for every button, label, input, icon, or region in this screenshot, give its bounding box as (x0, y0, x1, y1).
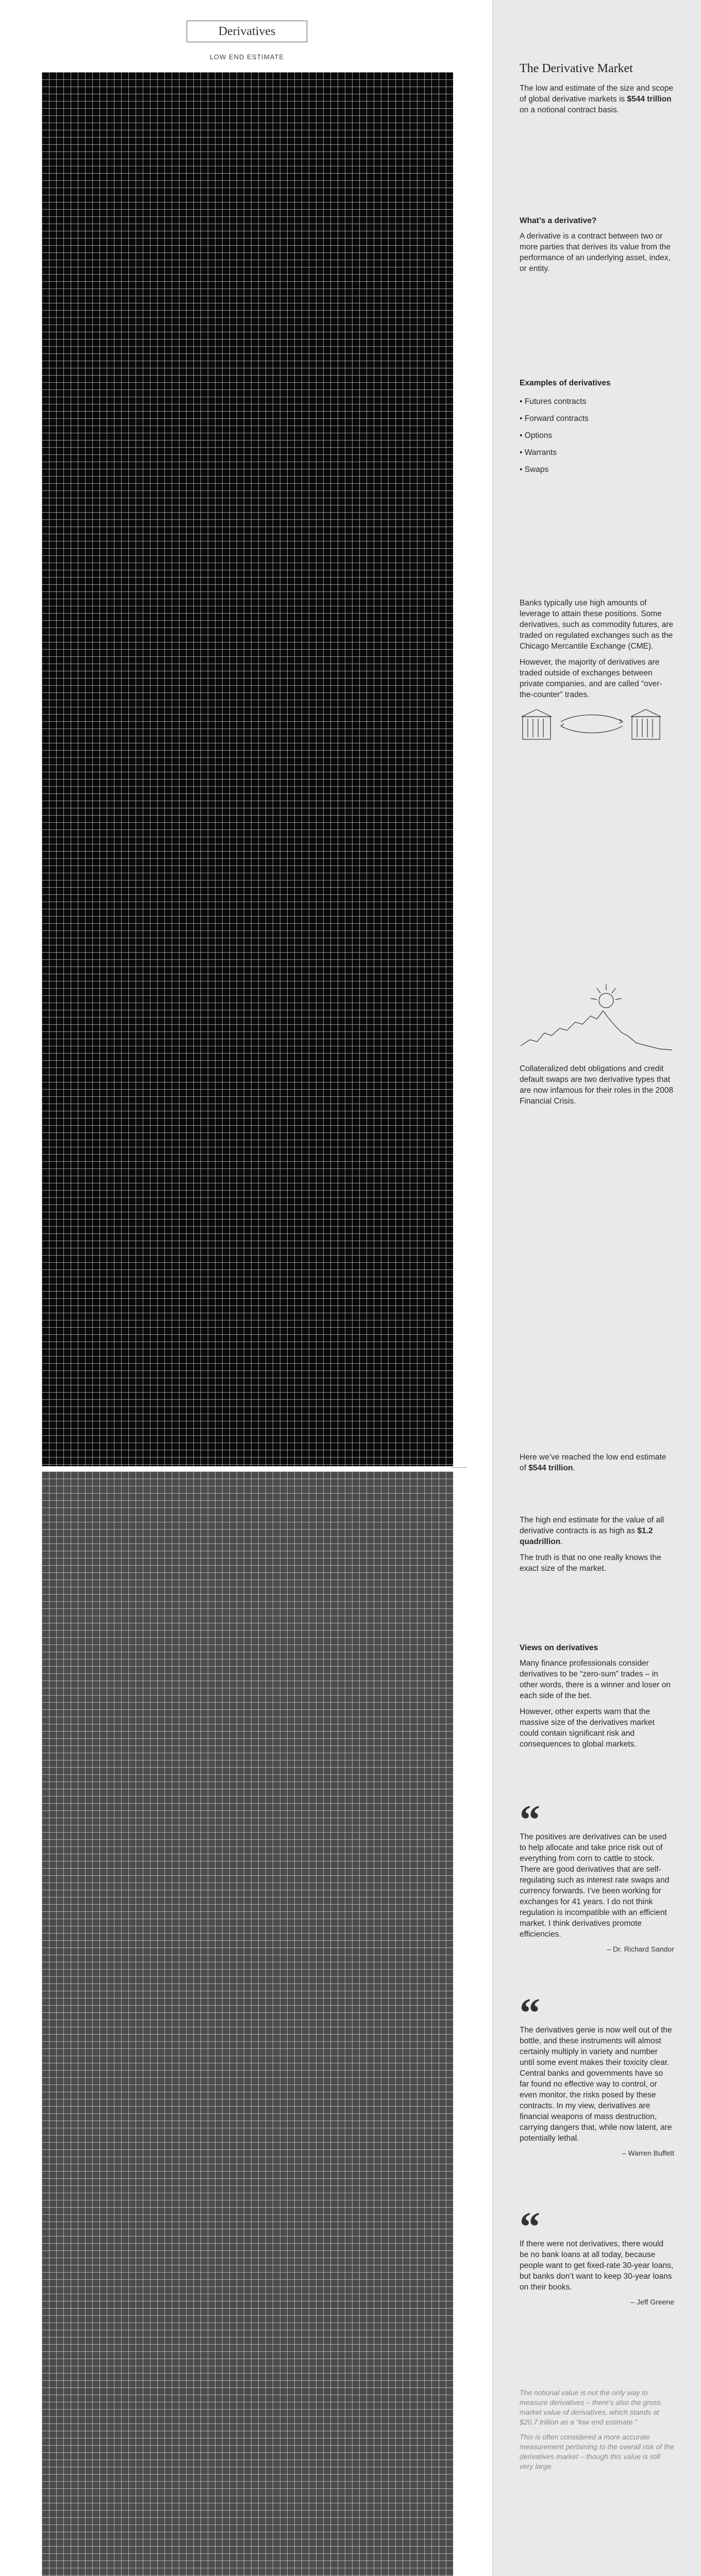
high-estimate-section (520, 1515, 674, 1579)
examples-section (520, 379, 674, 478)
views-heading: Views on derivatives (520, 1643, 598, 1652)
reached-text: Here we’ve reached the low end estimate of $544 trillion. (520, 1453, 666, 1472)
quote-text: The positives are derivatives can be used to help allocate and take price risk out of everything from corn to cattle to stock. There are good derivatives that are self-regulating such as interest rate swaps and currency forwards. I’ve been working for exchanges for 41 years. I do not think regulation is incompatible with an efficient market. I think derivatives promote efficiencies. (520, 1833, 670, 1939)
notional-note (520, 2388, 674, 2477)
quote-icon: “ (520, 2205, 538, 2250)
explosion-icon (591, 984, 622, 1008)
banks-text-1: Banks typically use high amounts of leverage to attain these positions. Some derivatives, such as commodity futures, are traded on regulated exchanges such as the Chicago Mercantile Exchange (CME). (520, 599, 674, 651)
exchange-arrows-icon (561, 715, 623, 733)
intro-text: The low and estimate of the size and scope of global derivative markets is $544 trillion on a notional contract basis. (520, 84, 674, 114)
low-end-estimate-label: LOW END ESTIMATE (209, 53, 285, 61)
reached-section (520, 1452, 674, 1479)
list-item: • Futures contracts (520, 397, 587, 406)
sidebar (492, 0, 701, 2576)
list-item: • Swaps (520, 465, 549, 474)
quote-author: – Jeff Greene (630, 2298, 674, 2306)
market-crash-illustration (520, 979, 674, 1056)
views-section (520, 1643, 674, 1755)
what-heading: What’s a derivative? (520, 216, 597, 225)
banks-section (520, 598, 674, 741)
market-line-chart (521, 1011, 672, 1050)
examples-list (520, 393, 674, 478)
examples-heading: Examples of derivatives (520, 379, 611, 387)
section-title: The Derivative Market (520, 62, 633, 75)
threshold-line (452, 1467, 467, 1468)
quote-author: – Warren Buffett (622, 2149, 674, 2157)
low-estimate-grid (42, 72, 453, 1466)
high-estimate-text: The high end estimate for the value of all derivative contracts is as high as $1.2 quadrillion. (520, 1516, 664, 1546)
quote-greene (520, 2205, 674, 2306)
quote-icon: “ (520, 1798, 538, 1843)
note-text-2: This is often considered a more accurate measurement pertaining to the overall risk of the derivatives market – though this value is still very large. (520, 2433, 674, 2470)
bank-building-right-icon (631, 709, 661, 739)
views-text-1: Many finance professionals consider derivatives to be “zero-sum” trades – in other words, there is a winner and loser on each side of the bet. (520, 1659, 671, 1700)
exchange-illustration (520, 705, 664, 741)
quote-author: – Dr. Richard Sandor (607, 1945, 674, 1953)
high-estimate-grid (42, 1471, 453, 2576)
banks-text-2: However, the majority of derivatives are traded outside of exchanges between private companies, and are called “over-the-counter” trades. (520, 658, 662, 699)
derivatives-label: Derivatives (187, 21, 307, 42)
views-text-2: However, other experts warn that the massive size of the derivatives market could contain significant risk and consequences to global markets. (520, 1707, 655, 1749)
cdo-section (520, 979, 674, 1112)
quote-sandor (520, 1798, 674, 1953)
intro-section (520, 62, 674, 121)
quote-text: If there were not derivatives, there would be no bank loans at all today, because people want to get fixed-rate 30-year loans, but banks don’t want to keep 30-year loans on their books. (520, 2240, 674, 2292)
quote-icon: “ (520, 1991, 538, 2036)
list-item: • Forward contracts (520, 414, 589, 423)
quote-buffett (520, 1991, 674, 2157)
bank-building-left-icon (522, 709, 552, 739)
truth-text: The truth is that no one really knows the exact size of the market. (520, 1553, 661, 1573)
what-text: A derivative is a contract between two or more parties that derives its value from the performance of an underlying asset, index, or entity. (520, 232, 671, 273)
note-text-1: The notional value is not the only way to measure derivatives – there’s also the gross market value of derivatives, which stands at $20.7 trillion as a “low end estimate.” (520, 2388, 661, 2426)
list-item: • Warrants (520, 448, 557, 457)
quote-text: The derivatives genie is now well out of the bottle, and these instruments will almost certainly multiply in variety and number until some event makes their toxicity clear. Central banks and governments have so far found no effective way to control, or even monitor, the risks posed by these contracts. In my view, derivatives are financial weapons of mass destruction, carrying dangers that, while now latent, are potentially lethal. (520, 2026, 672, 2143)
list-item: • Options (520, 431, 553, 440)
cdo-text: Collateralized debt obligations and credit default swaps are two derivative types that are now infamous for their roles in the 2008 Financial Crisis. (520, 1064, 674, 1106)
what-section (520, 216, 674, 279)
